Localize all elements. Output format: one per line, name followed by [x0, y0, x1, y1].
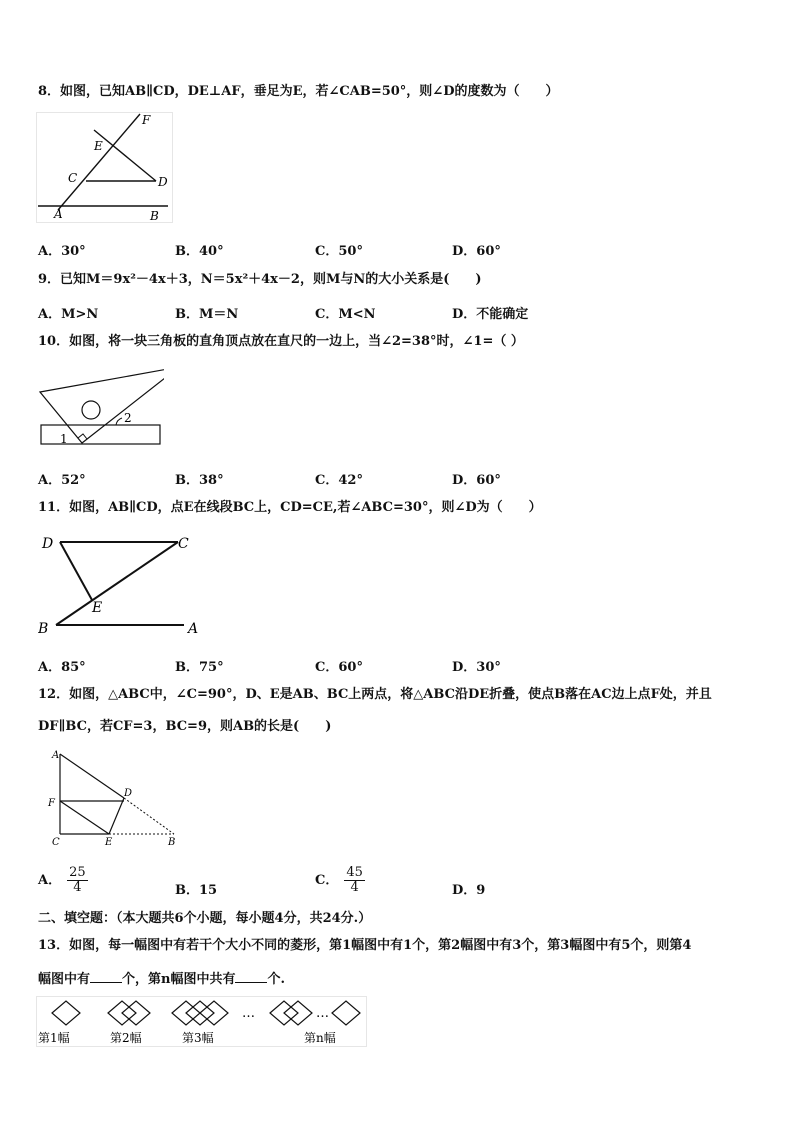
q8-label-d: D	[158, 175, 168, 189]
q10-angle-2-label: 2	[124, 411, 132, 425]
q11-label-e: E	[92, 600, 103, 616]
q12-option-d[interactable]: D．9	[452, 883, 486, 898]
q10-figure	[38, 364, 164, 448]
q11-label-a: A	[188, 621, 199, 637]
q9-stem: 9．已知M＝9x²－4x＋3，N＝5x²＋4x－2，则M与N的大小关系是( )	[38, 272, 482, 287]
q9-option-a[interactable]: A．M>N	[38, 307, 99, 322]
q8-label-f: F	[142, 113, 151, 127]
q11-figure	[38, 532, 206, 640]
q12-option-a-fraction	[67, 866, 88, 895]
q12-stem-line1: 12．如图，△ABC中，∠C=90°，D、E是AB、BC上两点，将△ABC沿DE折叠，使点B落在AC边上点F处，并且	[38, 687, 712, 702]
q9-option-d[interactable]: D．不能确定	[452, 307, 529, 322]
q13-stem-part-a: 幅图中有	[38, 972, 91, 987]
q8-label-b: B	[150, 209, 159, 223]
q13-figure	[36, 996, 368, 1048]
section2-title: 二、填空题：（本大题共6个小题，每小题4分，共24分.）	[38, 911, 372, 926]
q11-label-b: B	[38, 621, 49, 637]
q8-option-a[interactable]: A．30°	[38, 244, 86, 259]
q9-option-b[interactable]: B．M＝N	[175, 307, 239, 322]
q10-option-c[interactable]: C．42°	[315, 473, 363, 488]
q10-option-b[interactable]: B．38°	[175, 473, 224, 488]
q11-label-c: C	[178, 536, 189, 552]
q12-figure	[46, 746, 182, 848]
q13-ellipsis-2: …	[316, 1006, 329, 1021]
q8-figure	[36, 112, 176, 224]
q12-option-c-fraction	[344, 866, 365, 895]
q8-label-c: C	[68, 171, 78, 185]
q8-stem: 8．如图，已知AB∥CD，DE⊥AF，垂足为E，若∠CAB=50°，则∠D的度数为（ ）	[38, 84, 559, 99]
q13-stem-line2	[38, 970, 285, 988]
q11-option-d[interactable]: D．30°	[452, 660, 501, 675]
q12-stem-line2: DF∥BC，若CF=3，BC=9，则AB的长是( )	[38, 719, 332, 734]
q12-option-a-denominator: 4	[73, 880, 82, 895]
q8-option-b[interactable]: B．40°	[175, 244, 224, 259]
q13-label-fig3: 第3幅	[182, 1031, 214, 1045]
q12-option-b[interactable]: B．15	[175, 883, 218, 898]
q8-label-a: A	[54, 207, 63, 221]
q9-option-c[interactable]: C．M<N	[315, 307, 376, 322]
q12-label-e: E	[105, 837, 113, 848]
q10-option-d[interactable]: D．60°	[452, 473, 501, 488]
q8-option-c[interactable]: C．50°	[315, 244, 363, 259]
q12-label-d: D	[124, 788, 133, 799]
q10-option-a[interactable]: A．52°	[38, 473, 86, 488]
q12-label-b: B	[168, 837, 176, 848]
q11-option-a[interactable]: A．85°	[38, 660, 86, 675]
q11-option-c[interactable]: C．60°	[315, 660, 363, 675]
q12-option-c-prefix: C．	[315, 873, 339, 888]
q11-option-b[interactable]: B．75°	[175, 660, 224, 675]
q13-stem-line1: 13．如图，每一幅图中有若干个大小不同的菱形，第1幅图中有1个，第2幅图中有3个，第3幅图中有5个，则第4	[38, 938, 692, 953]
q12-label-c: C	[52, 837, 60, 848]
q12-option-c[interactable]	[315, 866, 365, 895]
q8-option-d[interactable]: D．60°	[452, 244, 501, 259]
q8-label-e: E	[94, 139, 103, 153]
q13-blank-2[interactable]	[235, 970, 267, 983]
q13-ellipsis-1: …	[242, 1006, 255, 1021]
q11-label-d: D	[42, 536, 54, 552]
q12-option-c-numerator: 45	[346, 865, 363, 880]
q13-blank-1[interactable]	[90, 970, 122, 983]
q12-label-a: A	[52, 750, 60, 761]
q12-option-a-numerator: 25	[69, 865, 86, 880]
q12-option-c-denominator: 4	[350, 880, 359, 895]
q12-label-f: F	[48, 798, 55, 809]
q12-option-a-prefix: A．	[38, 873, 62, 888]
q11-stem: 11．如图，AB∥CD，点E在线段BC上，CD=CE,若∠ABC=30°，则∠D为（ ）	[38, 500, 542, 515]
q13-stem-part-b: 个，第n幅图中共有	[122, 972, 236, 987]
q10-stem: 10．如图，将一块三角板的直角顶点放在直尺的一边上，当∠2=38°时，∠1=（ ）	[38, 334, 524, 349]
q13-label-fign: 第n幅	[304, 1031, 336, 1045]
q12-option-a[interactable]	[38, 866, 88, 895]
q13-stem-part-c: 个.	[267, 972, 285, 987]
q10-angle-1-label: 1	[60, 432, 68, 446]
q13-label-fig2: 第2幅	[110, 1031, 142, 1045]
q13-label-fig1: 第1幅	[38, 1031, 70, 1045]
